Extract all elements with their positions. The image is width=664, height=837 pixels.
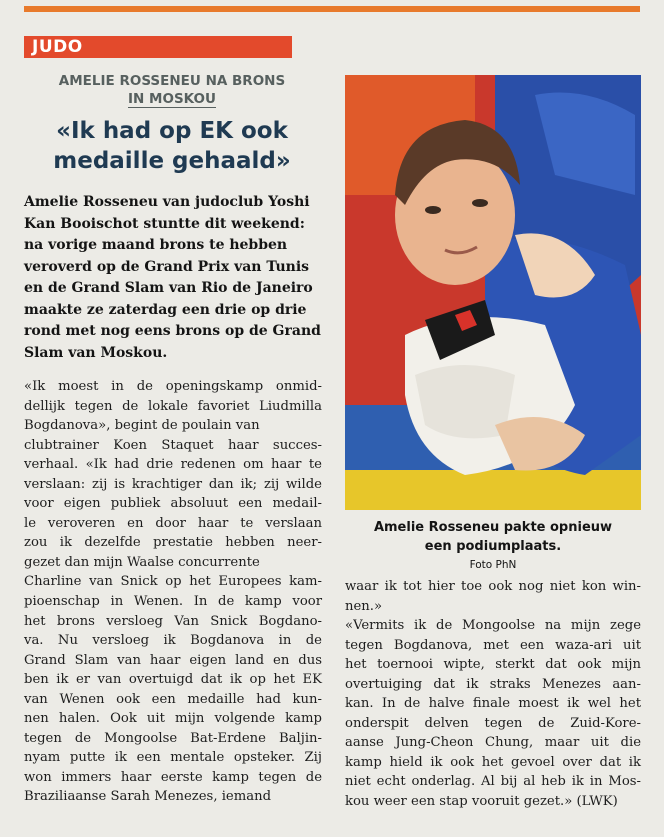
body-line: aanse Jung-Cheon Chung, maar uit die [345,735,641,751]
lead-line: rond met nog eens brons op de Grand [24,323,321,339]
body-line: overtuiging dat ik straks Menezes aan- [345,676,641,692]
body-line: «Ik moest in de openingskamp onmid- [24,379,322,394]
body-line: kou weer een stap vooruit gezet.» (LWK) [345,794,618,810]
body-column-1 [24,377,324,807]
body-line: Charline van Snick op het Europees kam- [24,574,322,590]
lead-line: veroverd op de Grand Prix van Tunis [24,258,310,275]
body-line: zou ik dezelfde prestatie hebben neer- [24,535,322,551]
body-line: dellijk tegen de lokale favoriet Liudmilla [24,398,322,414]
headline-line-1: «Ik had op EK ook [56,118,288,144]
body-line: kan. In de halve finale moest ik wel het [345,696,641,712]
body-line: voor eigen publiek absoluut een medail- [24,496,322,512]
photo-caption [345,518,641,575]
body-line: le veroveren en door haar te verslaan [24,515,322,531]
judo-photo [345,75,641,510]
body-line: nyam putte ik een mentale opsteker. Zij [24,750,322,766]
body-line: pioenschap in Wenen. In de kamp voor [24,594,322,610]
body-line: tegen de Mongoolse Bat-Erdene Baljin- [24,730,322,746]
body-line: clubtrainer Koen Staquet haar succes- [24,437,322,453]
body-line: niet echt onderlag. Al bij al heb ik in Mos- [345,774,641,790]
body-line: gezet dan mijn Waalse concurrente [24,554,260,570]
body-line: verhaal. «Ik had drie redenen om haar te [24,457,322,473]
top-accent-rule [24,6,640,12]
headline-line-2: medaille gehaald» [53,148,291,174]
caption-line-2: een podiumplaats. [424,539,562,554]
body-line: nen.» [345,598,383,614]
lead-line: en de Grand Slam van Rio de Janeiro [24,280,313,296]
caption-line-1: Amelie Rosseneu pakte opnieuw [373,520,613,535]
lead-line: Kan Booischot stuntte dit weekend: [24,215,305,232]
body-line: nen halen. Ook uit mijn volgende kamp [24,711,322,727]
body-line: het toernooi wipte, sterkt dat ook mijn [345,657,641,673]
body-line: het brons versloeg Van Snick Bogdano- [24,613,322,629]
section-label: JUDO [24,36,292,58]
lead-line: Amelie Rosseneu van judoclub Yoshi [24,194,310,210]
kicker [24,72,320,108]
body-line: waar ik tot hier toe ook nog niet kon win- [345,579,641,594]
body-line: van Wenen ook een medaille had kun- [24,691,322,707]
body-line: tegen Bogdanova, met een waza-ari uit [345,637,641,653]
body-line: va. Nu versloeg ik Bogdanova in de [24,633,322,649]
body-line: verslaan: zij is krachtiger dan ik; zij wilde [24,476,322,492]
body-line: kamp hield ik ook het gevoel over dat ik [345,754,641,770]
body-line: onderspit delven tegen de Zuid-Kore- [345,715,641,731]
lead-line: Slam van Moskou. [24,344,168,361]
lead-line: maakte ze zaterdag een drie op drie [24,301,307,318]
body-line: won immers haar eerste kamp tegen de [24,769,322,785]
body-line: Braziliaanse Sarah Menezes, iemand [24,789,272,805]
body-line: Grand Slam van haar eigen land en dus [24,652,322,668]
body-line: «Vermits ik de Mongoolse na mijn zege [345,618,641,634]
kicker-line-2: IN MOSKOU [128,91,216,107]
body-column-2 [345,577,641,812]
body-line: ben ik er van overtuigd dat ik op het EK [24,672,322,688]
lead-paragraph [24,192,322,364]
kicker-line-1: AMELIE ROSSENEU NA BRONS [58,73,286,89]
judo-photo-illustration [345,75,641,510]
photo-credit: Foto PhN [469,559,517,571]
body-line: Bogdanova», begint de poulain van [24,418,260,434]
lead-line: na vorige maand brons te hebben [24,237,288,253]
headline [24,116,320,176]
